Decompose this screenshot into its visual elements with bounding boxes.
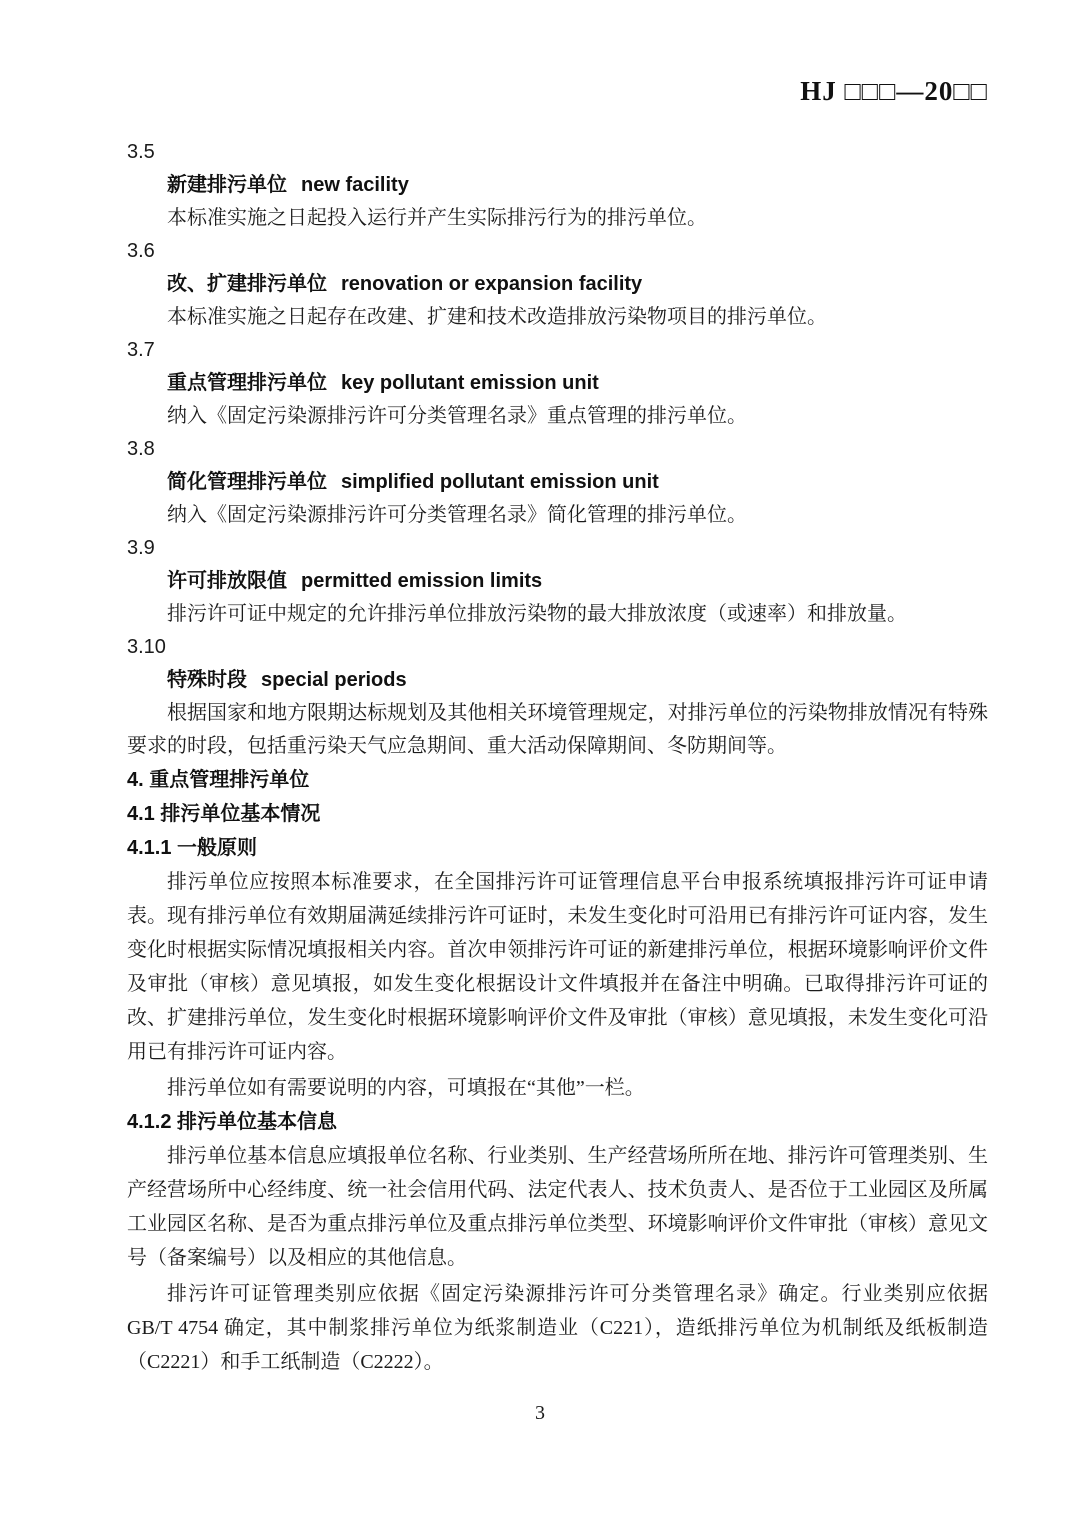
definition-3-9 — [127, 532, 988, 631]
term-definition: 排污许可证中规定的允许排污单位排放污染物的最大排放浓度（或速率）和排放量。 — [167, 603, 907, 625]
definition-3-10 — [127, 631, 988, 763]
definition-3-7 — [127, 334, 988, 433]
definition-3-5 — [127, 136, 988, 235]
term-title — [127, 268, 988, 301]
term-number: 3.7 — [127, 339, 155, 361]
term-number: 3.5 — [127, 141, 155, 163]
term-number: 3.6 — [127, 240, 155, 262]
term-en: special periods — [261, 669, 407, 691]
term-number: 3.8 — [127, 438, 155, 460]
term-en: new facility — [301, 174, 409, 196]
section-4-1-2-paragraph-1: 排污单位基本信息应填报单位名称、行业类别、生产经营场所所在地、排污许可管理类别、生产经营场所中心经纬度、统一社会信用代码、法定代表人、技术负责人、是否位于工业园区及所属工业园区名称、是否为重点排污单位及重点排污单位类型、环境影响评价文件审批（审核）意见文号（备案编号）以及相应的其他信息。 — [127, 1145, 988, 1269]
term-number: 3.10 — [127, 636, 166, 658]
term-title — [127, 466, 988, 499]
section-4-1-1-paragraph-1: 排污单位应按照本标准要求，在全国排污许可证管理信息平台申报系统填报排污许可证申请表。现有排污单位有效期届满延续排污许可证时，未发生变化时可沿用已有排污许可证内容，发生变化时根据实际情况填报相关内容。首次申领排污许可证的新建排污单位，根据环境影响评价文件及审批（审核）意见填报，如发生变化根据设计文件填报并在备注中明确。已取得排污许可证的改、扩建排污单位，发生变化时根据环境影响评价文件及审批（审核）意见填报，未发生变化可沿用已有排污许可证内容。 — [127, 871, 988, 1063]
term-definition: 根据国家和地方限期达标规划及其他相关环境管理规定，对排污单位的污染物排放情况有特殊要求的时段，包括重污染天气应急期间、重大活动保障期间、冬防期间等。 — [127, 702, 988, 757]
term-title — [127, 169, 988, 202]
definition-3-6 — [127, 235, 988, 334]
term-title — [127, 664, 988, 697]
section-4-1-1-heading: 4.1.1 一般原则 — [127, 837, 258, 859]
section-4-1-2-paragraph-2: 排污许可证管理类别应依据《固定污染源排污许可分类管理名录》确定。行业类别应依据 GB/T 4754 确定，其中制浆排污单位为纸浆制造业（C221），造纸排污单位为机制纸及纸板制造（C2221）和手工纸制造（C2222）。 — [127, 1283, 988, 1373]
section-4-1-2-heading: 4.1.2 排污单位基本信息 — [127, 1111, 338, 1133]
term-en: renovation or expansion facility — [341, 273, 643, 295]
chapter-4-heading: 4. 重点管理排污单位 — [127, 769, 310, 791]
term-zh: 新建排污单位 — [167, 174, 287, 196]
section-4-1-1-paragraph-2: 排污单位如有需要说明的内容，可填报在“其他”一栏。 — [167, 1077, 645, 1099]
term-zh: 特殊时段 — [167, 669, 247, 691]
term-definition: 本标准实施之日起投入运行并产生实际排污行为的排污单位。 — [167, 207, 707, 229]
term-definition: 纳入《固定污染源排污许可分类管理名录》重点管理的排污单位。 — [167, 405, 747, 427]
term-en: permitted emission limits — [301, 570, 543, 592]
section-4-1-heading: 4.1 排污单位基本情况 — [127, 803, 321, 825]
term-title — [127, 565, 988, 598]
definition-3-8 — [127, 433, 988, 532]
term-zh: 许可排放限值 — [167, 570, 287, 592]
page-number: 3 — [535, 1402, 545, 1424]
term-zh: 简化管理排污单位 — [167, 471, 327, 493]
term-en: key pollutant emission unit — [341, 372, 599, 394]
term-definition: 本标准实施之日起存在改建、扩建和技术改造排放污染物项目的排污单位。 — [167, 306, 827, 328]
term-title — [127, 367, 988, 400]
term-zh: 改、扩建排污单位 — [167, 273, 327, 295]
term-number: 3.9 — [127, 537, 155, 559]
standard-code-header: HJ □□□—20□□ — [800, 76, 988, 106]
term-en: simplified pollutant emission unit — [341, 471, 659, 493]
term-definition: 纳入《固定污染源排污许可分类管理名录》简化管理的排污单位。 — [167, 504, 747, 526]
term-zh: 重点管理排污单位 — [167, 372, 327, 394]
